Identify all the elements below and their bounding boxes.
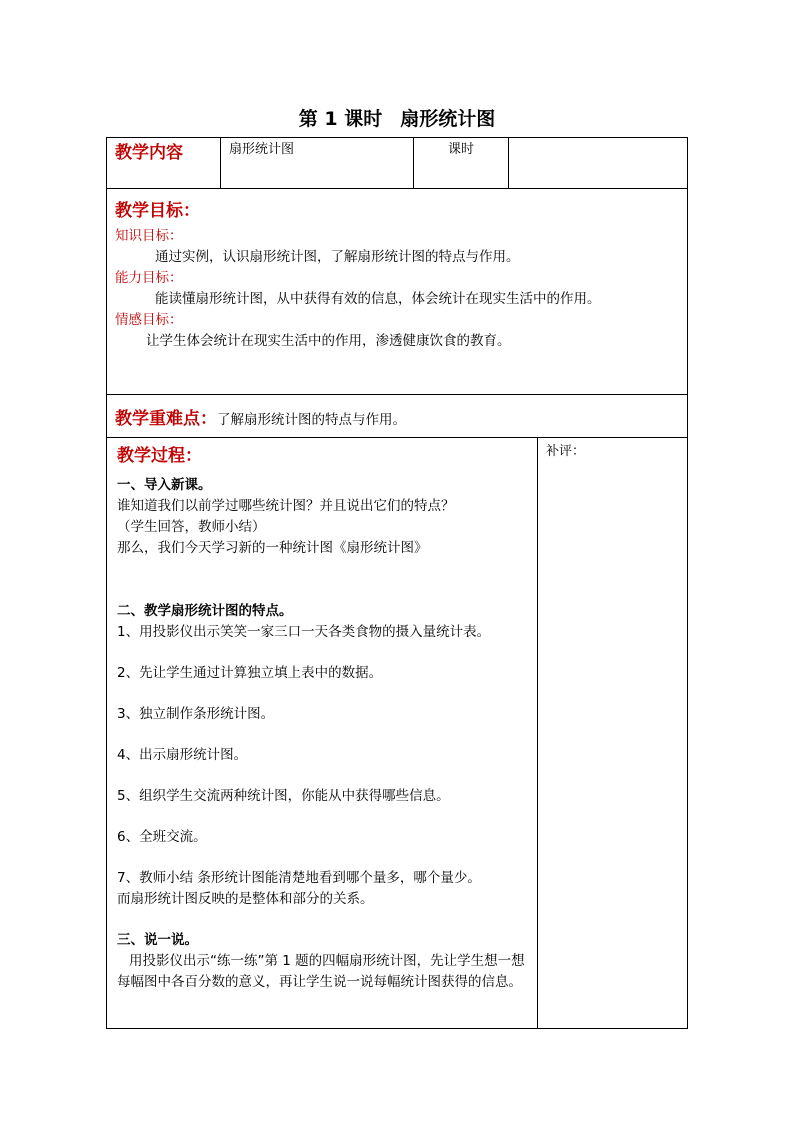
- lesson-info-row: [107, 138, 688, 189]
- focus-text: 了解扇形统计图的特点与作用。: [217, 411, 406, 428]
- section3-title: 三、说一说。: [117, 932, 198, 948]
- step-2: 2、先让学生通过计算独立填上表中的数据。: [117, 665, 383, 681]
- step-3: 3、独立制作条形统计图。: [117, 706, 275, 722]
- goals-label: 教学目标：: [115, 201, 200, 221]
- goals-row: [107, 189, 688, 395]
- knowledge-text: 通过实例，认识扇形统计图，了解扇形统计图的特点与作用。: [155, 249, 520, 265]
- focus-row: [107, 395, 688, 438]
- note-label: 补评：: [546, 444, 586, 459]
- focus-label: 教学重难点：: [115, 408, 217, 429]
- emotion-label: 情感目标：: [115, 312, 183, 328]
- step-6: 6、全班交流。: [117, 829, 207, 845]
- page-title-topic: 扇形统计图: [400, 108, 496, 130]
- ability-label: 能力目标：: [115, 270, 183, 286]
- section1-title: 一、导入新课。: [117, 477, 212, 493]
- lesson-plan-table: [106, 137, 688, 1029]
- content-label: 教学内容: [115, 143, 183, 163]
- step-4: 4、出示扇形统计图。: [117, 747, 248, 763]
- ability-text: 能读懂扇形统计图，从中获得有效的信息，体会统计在现实生活中的作用。: [155, 291, 601, 307]
- step-1: 1、用投影仪出示笑笑一家三口一天各类食物的摄入量统计表。: [117, 624, 491, 640]
- page-title: [0, 104, 794, 131]
- process-label: 教学过程：: [117, 446, 202, 466]
- goals-cell: [107, 189, 688, 395]
- section3-text: 用投影仪出示“练一练”第 1 题的四幅扇形统计图，先让学生想一想每幅图中各百分数的意义，再让学生说一说每幅统计图获得的信息。: [117, 953, 525, 990]
- period-value-cell: [509, 138, 688, 189]
- section1-line3: 那么，我们今天学习新的一种统计图《扇形统计图》: [117, 540, 428, 556]
- content-value: 扇形统计图: [229, 142, 295, 157]
- step-5: 5、组织学生交流两种统计图，你能从中获得哪些信息。: [117, 788, 450, 804]
- process-cell: [107, 438, 538, 1029]
- page-title-period: 第 1 课时: [298, 108, 383, 130]
- note-cell: [538, 438, 688, 1029]
- focus-cell: [107, 395, 688, 438]
- emotion-text: 让学生体会统计在现实生活中的作用，渗透健康饮食的教育。: [146, 333, 511, 349]
- step-7-line2: 而扇形统计图反映的是整体和部分的关系。: [117, 891, 374, 907]
- knowledge-label: 知识目标：: [115, 228, 183, 244]
- step-7-line1: 7、教师小结 条形统计图能清楚地看到哪个量多，哪个量少。: [117, 870, 481, 886]
- period-label-cell: [414, 138, 509, 189]
- period-label: 课时: [447, 142, 474, 157]
- process-row: [107, 438, 688, 1029]
- section2-title: 二、教学扇形统计图的特点。: [117, 603, 293, 619]
- content-label-cell: [107, 138, 221, 189]
- section1-line1: 谁知道我们以前学过哪些统计图？并且说出它们的特点？: [117, 498, 455, 514]
- section1-line2: （学生回答，教师小结）: [117, 519, 266, 535]
- content-value-cell: [221, 138, 414, 189]
